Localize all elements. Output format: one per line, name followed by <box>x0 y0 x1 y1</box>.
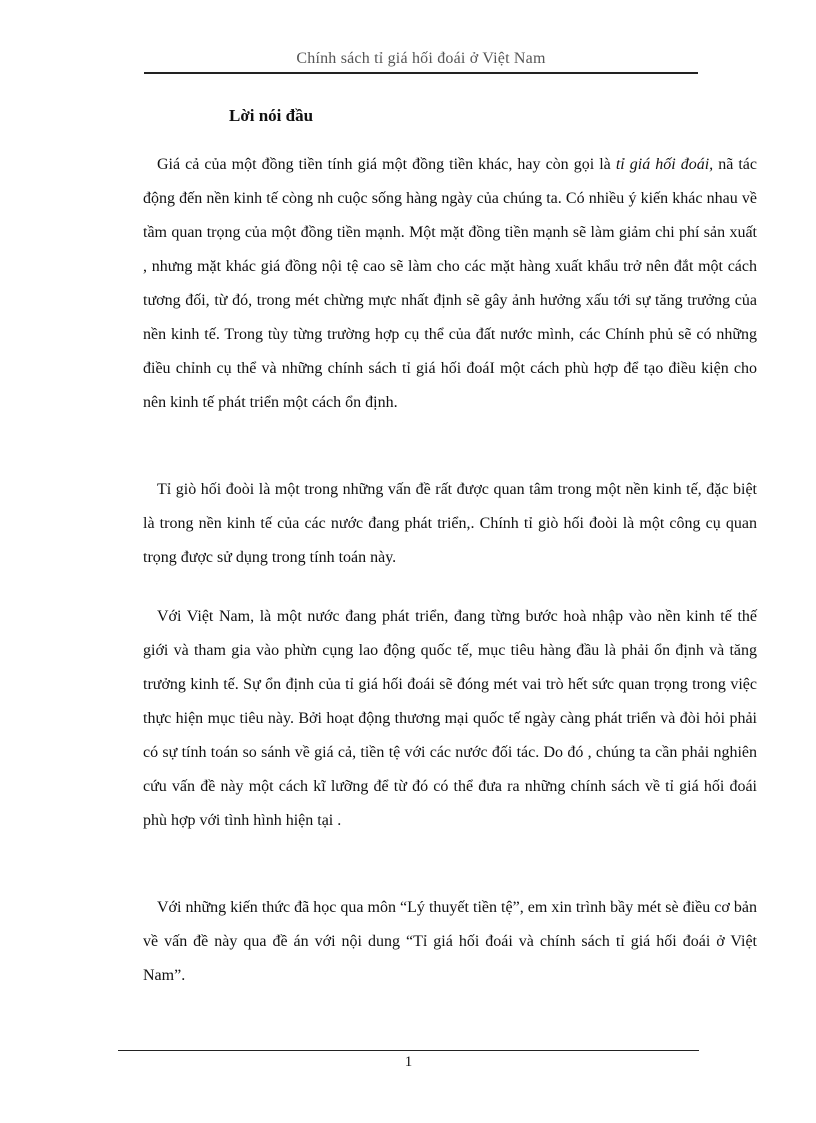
running-header-title: Chính sách tỉ giá hối đoái ở Việt Nam <box>296 50 546 67</box>
paragraph-intro <box>143 148 757 420</box>
section-heading: Lời nói đầu <box>229 106 314 125</box>
paragraph-intro-lead: Giá cả của một đồng tiền tính giá một đồng tiền khác, hay còn gọi là <box>157 156 616 173</box>
header-divider <box>144 72 698 74</box>
paragraph-vietnam: Với Việt Nam, là một nước đang phát triển, đang từng bước hoà nhập vào nền kinh tế thế giới và tham gia vào phừn cụng lao động quốc tế, mục tiêu hàng đầu là phải ổn định và tăng trưởng kinh tế. Sự ổn định của tỉ giá hối đoái sẽ đóng mét vai trò hết sức quan trọng trong việc thực hiện mục tiêu này. Bởi hoạt động thương mại quốc tế ngày càng phát triển và đòi hỏi phải có sự tính toán so sánh về giá cả, tiền tệ với các nước đối tác. Do đó , chúng ta cần phải nghiên cứu vấn đề này một cách kĩ lưỡng để từ đó có thể đưa ra những chính sách về tỉ giá hối đoái phù hợp với tình hình hiện tại . <box>143 608 757 829</box>
paragraph-intro-rest: nã tác động đến nền kinh tế còng nh cuộc sống hàng ngày của chúng ta. Có nhiều ý kiến khác nhau về tầm quan trọng của một đồng tiền mạnh. Một mặt đồng tiền mạnh sẽ làm giảm chi phí sản xuất , nhưng mặt khác giá đồng nội tệ cao sẽ làm cho các mặt hàng xuất khẩu trở nên đắt một cách tương đối, từ đó, trong mét chừng mực nhất định sẽ gây ảnh hưởng xấu tới sự tăng trưởng của nền kinh tế. Trong tùy từng trường hợp cụ thể của đất nước mình, các Chính phủ sẽ có những điều chỉnh cụ thể và những chính sách tỉ giá hối đoáI một cách phù hợp để tạo điều kiện cho nên kinh tế phát triển một cách ổn định. <box>143 156 758 411</box>
paragraph-conclusion: Với những kiến thức đã học qua môn “Lý thuyết tiền tệ”, em xin trình bầy mét sè điều cơ bản về vấn đề này qua đề án với nội dung “Tỉ giá hối đoái và chính sách tỉ giá hối đoái ở Việt Nam”. <box>143 899 757 984</box>
footer-divider <box>118 1050 699 1051</box>
paragraph-exchange-rate: Tỉ giò hối đoòi là một trong những vấn đề rất được quan tâm trong một nền kinh tế, đặc biệt là trong nền kinh tế của các nước đang phát triển,. Chính tỉ giò hối đoòi là một công cụ quan trọng được sử dụng trong tính toán này. <box>143 481 757 566</box>
paragraph-intro-term: tỉ giá hối đoái, <box>615 156 714 173</box>
page-number: 1 <box>404 1054 413 1070</box>
